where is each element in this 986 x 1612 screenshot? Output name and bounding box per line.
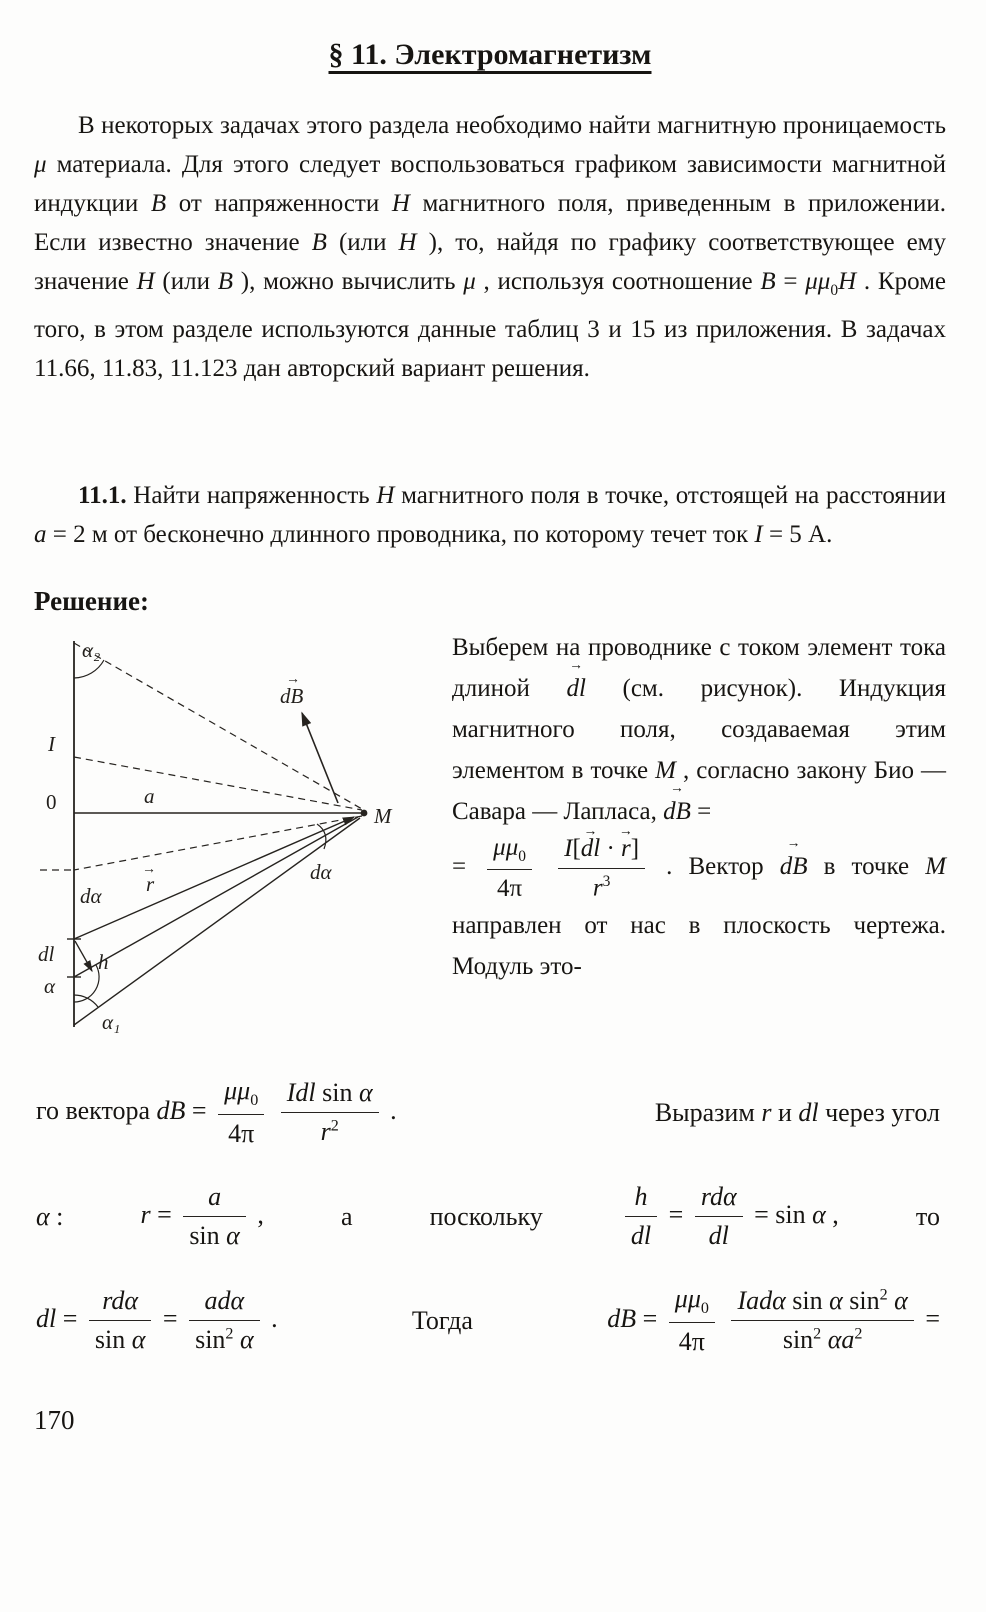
label-alpha1: α₁ (102, 1010, 121, 1034)
biot-savart-diagram (34, 627, 436, 1057)
label-current: I (48, 732, 55, 756)
equation-fragment: а (340, 1201, 353, 1231)
equation-fragment: r = $\frac{a}{\text{sin α}}$ , (140, 1181, 264, 1251)
equation-line-r-and-h (36, 1181, 940, 1253)
label-point-m: M (374, 804, 392, 828)
r-vector-arrow-icon: → (142, 862, 156, 877)
alpha2-arc (74, 660, 104, 678)
page-number: 170 (34, 1404, 75, 1435)
solution-body (34, 627, 946, 1057)
problem-statement-11-1: 11.1. Найти напряженность H магнитного поля в точке, отстоящей на расстоянии a = 2 м от бесконечно длинного проводника, по которому течет ток I = 5 А. (34, 482, 946, 548)
label-dalpha-right: dα (310, 860, 332, 884)
label-origin: 0 (46, 790, 57, 814)
equation-fragment: $\frac{h}{dl}$ = $\frac{\text{rdα}}{dl}$ = sin α , (620, 1181, 839, 1253)
label-distance-a: a (144, 784, 155, 808)
equation-fragment: dl = $\frac{\text{rdα}}{\text{sin α}}$ = $\frac{\text{adα}}{\sin^2 \alpha}$ . (36, 1285, 278, 1355)
figure-svg (34, 627, 436, 1057)
equation-fragment: α : (36, 1201, 64, 1231)
label-dalpha-left: dα (80, 884, 102, 908)
lower-ray-line (74, 817, 358, 977)
section-title: § 11. Электромагнетизм (328, 38, 652, 71)
label-alpha2: α₂ (82, 638, 101, 662)
equation-fragment: поскольку (429, 1201, 543, 1231)
label-alpha: α (44, 974, 56, 998)
equation-fragment: Выразим r и dl через угол (654, 1097, 940, 1127)
equation-line-dl-and-db (36, 1283, 940, 1359)
solution-text-column: Выберем на проводнике с током элемент тока длиной → dl (см. рисунок). Индукция магнитного поля, создаваемая этим элементом в точке M , согласно закону Био — Савара — Лапласа, → dB = = $\frac{\mu\mu_0}{4\pi}$ I[ → dl · → r] $r^3$ . Вектор → dB в точке M направлен от нас в плоскость чертежа. Модуль это- (452, 634, 947, 980)
label-r-vector: r (146, 872, 155, 896)
bottom-ray-line (74, 818, 360, 1025)
label-h: h (98, 950, 109, 974)
equation-fragment: Тогда (411, 1305, 473, 1335)
equation-fragment: dB = $\frac{\mu\mu_0}{4\pi}$ $\frac{Iad\alpha \sin \alpha \sin^2 \alpha}{\sin^2 \alpha a^2}$ = (607, 1283, 940, 1357)
point-m-dot (361, 810, 368, 817)
db-vector-arrow-icon: → (286, 672, 300, 687)
db-vector-line (302, 713, 338, 803)
label-db-vector: dB (280, 684, 304, 708)
equation-line-db-modulus (36, 1075, 940, 1151)
label-dl: dl (38, 942, 55, 966)
alpha1-arc (74, 995, 98, 1007)
equation-fragment: го вектора dB = $\frac{\mu\mu_0}{4\pi}$ $\frac{\text{Idl sin α}}{r^2}$ . (36, 1076, 397, 1149)
equation-fragment: то (915, 1201, 940, 1231)
solution-heading: Решение: (34, 586, 149, 616)
intro-paragraph: В некоторых задачах этого раздела необходимо найти магнитную проницаемость μ материала. Для этого следует воспользоваться графиком зависимости магнитной индукции B от напряженности H магнитного поля, приведенным в приложении. Если известно значение B (или H ), то, найдя по графику соответствующее ему значение H (или B ), можно вычислить μ , используя соотношение $B = \mu\mu_0H$ . Кроме того, в этом разделе используются данные таблиц 3 и 15 из приложения. В задачах 11.66, 11.83, 11.123 дан авторский вариант решения. (34, 112, 947, 382)
h-segment (75, 941, 92, 971)
